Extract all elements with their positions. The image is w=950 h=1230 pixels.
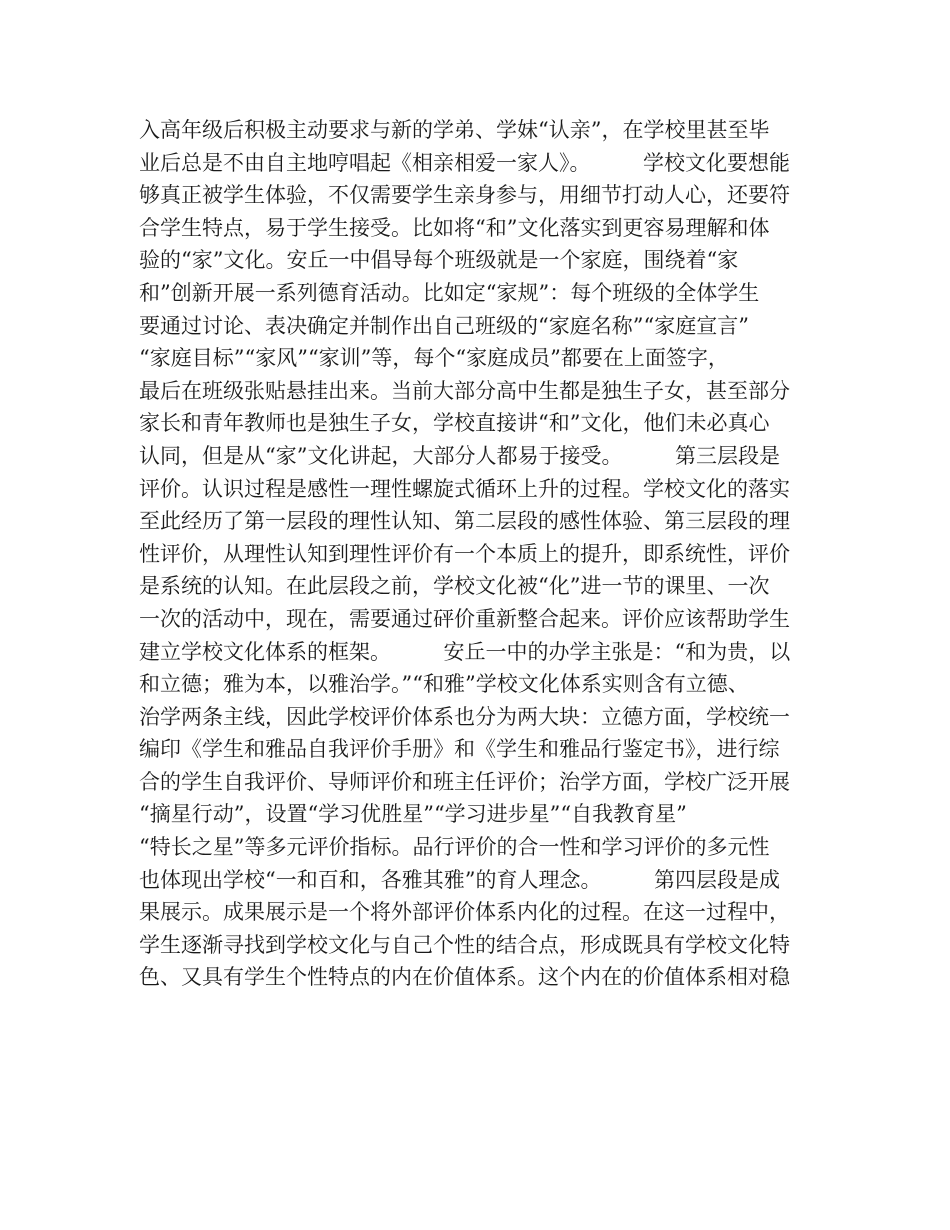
text-line: 色、又具有学生个性特点的内在价值体系。这个内在的价值体系相对稳 <box>139 965 790 990</box>
text-line: 合学生特点，易于学生接受。比如将“和”文化落实到更容易理解和体 <box>139 215 770 240</box>
text-line: 最后在班级张贴悬挂出来。当前大部分高中生都是独生子女，甚至部分 <box>139 378 790 403</box>
text-line: 要通过讨论、表决确定并制作出自己班级的“家庭名称”“家庭宣言” <box>139 313 749 338</box>
text-line: 学生逐渐寻找到学校文化与自己个性的结合点，形成既具有学校文化特 <box>139 932 790 957</box>
text-line: 建立学校文化体系的框架。 安丘一中的办学主张是：“和为贵，以 <box>139 639 791 664</box>
text-line: 也体现出学校“一和百和，各雅其雅”的育人理念。 第四层段是成 <box>139 867 780 892</box>
text-line: 至此经历了第一层段的理性认知、第二层段的感性体验、第三层段的理 <box>139 509 790 534</box>
text-line: 评价。认识过程是感性一理性螺旋式循环上升的过程。学校文化的落实 <box>139 476 790 501</box>
text-line: 和立德；雅为本，以雅治学。”“和雅”学校文化体系实则含有立德、 <box>139 672 749 697</box>
text-line: 验的“家”文化。安丘一中倡导每个班级就是一个家庭，围绕着“家 <box>139 248 739 273</box>
text-line: “摘星行动”，设置“学习优胜星”“学习进步星”“自我教育星” <box>139 802 687 827</box>
text-line: 合的学生自我评价、导师评价和班主任评价；治学方面，学校广泛开展 <box>139 769 790 794</box>
text-line: 认同，但是从“家”文化讲起，大部分人都易于接受。 第三层段是 <box>139 443 780 468</box>
text-line: 家长和青年教师也是独生子女，学校直接讲“和”文化，他们未必真心 <box>139 411 770 436</box>
text-line: 业后总是不由自主地哼唱起《相亲相爱一家人》。 学校文化要想能 <box>139 150 790 175</box>
text-line: 治学两条主线，因此学校评价体系也分为两大块：立德方面，学校统一 <box>139 704 790 729</box>
text-line: 入高年级后积极主动要求与新的学弟、学妹“认亲”，在学校里甚至毕 <box>139 118 770 142</box>
body-text <box>139 114 839 994</box>
text-line: 果展示。成果展示是一个将外部评价体系内化的过程。在这一过程中， <box>139 900 790 925</box>
text-line: 是系统的认知。在此层段之前，学校文化被“化”进一节的课里、一次 <box>139 574 770 599</box>
text-line: 和”创新开展一系列德育活动。比如定“家规”：每个班级的全体学生 <box>139 280 760 305</box>
text-line: “特长之星”等多元评价指标。品行评价的合一性和学习评价的多元性 <box>139 835 770 860</box>
text-line: 性评价，从理性认知到理性评价有一个本质上的提升，即系统性，评价 <box>139 541 790 566</box>
text-line: 一次的活动中，现在，需要通过砰价重新整合起来。评价应该帮助学生 <box>139 606 790 631</box>
text-line: “家庭目标”“家风”“家训”等，每个“家庭成员”都要在上面签字， <box>139 346 729 371</box>
text-line: 够真正被学生体验，不仅需要学生亲身参与，用细节打动人心，还要符 <box>139 183 790 208</box>
text-line: 编印《学生和雅品自我评价手册》和《学生和雅品行鉴定书》，进行综 <box>139 737 780 762</box>
